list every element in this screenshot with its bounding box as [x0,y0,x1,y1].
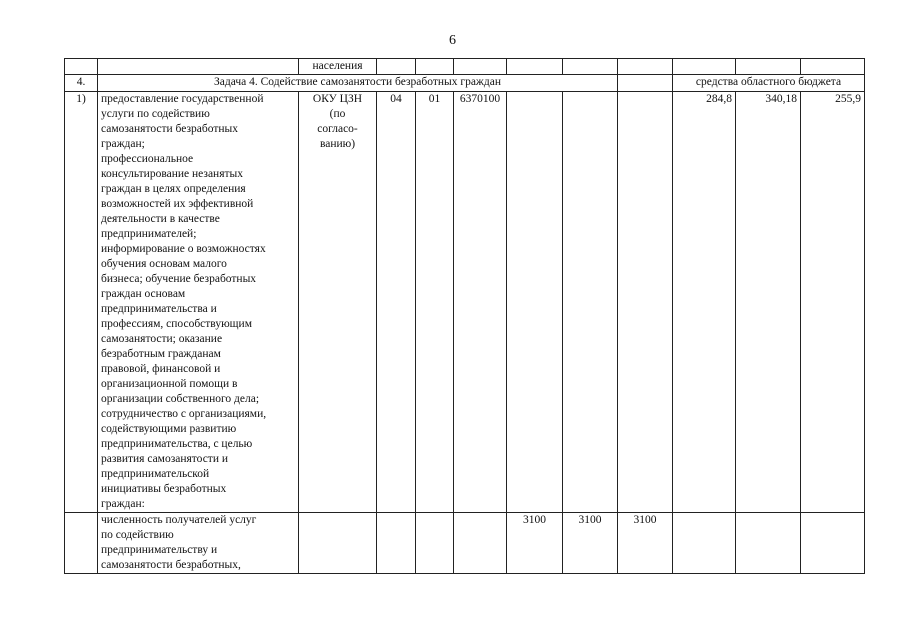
indicator-value-year2: 3100 [563,513,618,574]
cell-empty [801,59,865,75]
cell-empty [416,513,454,574]
budget-code-section: 04 [377,92,416,513]
indicator-value-year1: 3100 [507,513,563,574]
cell-empty [736,59,801,75]
funding-amount-year2: 340,18 [736,92,801,513]
activity-number: 1) [65,92,98,513]
page-number: 6 [449,33,456,48]
cell-empty [65,59,98,75]
cell-empty [416,59,454,75]
budget-code-subsection: 01 [416,92,454,513]
cell-empty [801,513,865,574]
cell-empty [618,75,673,92]
indicator-description: численность получателей услуг по содействию предпринимательству и самозанятости безработных, [98,513,299,574]
activity-description: предоставление государственной услуги по содействию самозанятости безработных граждан; профессиональное консультирование незанятых граждан в целях определения возможностей их эффективной деятельности в качестве предпринимателей; информирование о возможностях обучения основам малого бизнеса; обучение безработных граждан основам предпринимательства и профессиям, способствующим самозанятости; оказание безработным гражданам правовой, финансовой и организационной помощи в организации собственного дела; сотрудничество с организациями, содействующими развитию предпринимательства, с целью развития самозанятости и предпринимательской инициативы безработных граждан: [98,92,299,513]
cell-empty [673,59,736,75]
table-row-indicator [65,513,865,574]
cell-empty [618,92,673,513]
cell-empty [377,59,416,75]
task-number: 4. [65,75,98,92]
cell-empty [736,513,801,574]
cell-empty [65,513,98,574]
cell-empty [673,513,736,574]
cell-empty [507,59,563,75]
cell-empty [563,59,618,75]
budget-code-target: 6370100 [454,92,507,513]
cell-empty [377,513,416,574]
funding-source: средства областного бюджета [673,75,865,92]
cell-empty [618,59,673,75]
table-row-task [65,75,865,92]
table-row-activity [65,92,865,513]
cell-empty [454,513,507,574]
funding-amount-year1: 284,8 [673,92,736,513]
activity-executor: ОКУ ЦЗН (по согласо- ванию) [299,92,377,513]
cell-empty [454,59,507,75]
cell-empty [563,92,618,513]
funding-amount-year3: 255,9 [801,92,865,513]
indicator-value-year3: 3100 [618,513,673,574]
cell-continued-text: населения [299,59,377,75]
program-table [64,58,865,574]
table-row-continuation [65,59,865,75]
cell-empty [299,513,377,574]
task-title: Задача 4. Содействие самозанятости безработных граждан [98,75,618,92]
cell-empty [98,59,299,75]
cell-empty [507,92,563,513]
